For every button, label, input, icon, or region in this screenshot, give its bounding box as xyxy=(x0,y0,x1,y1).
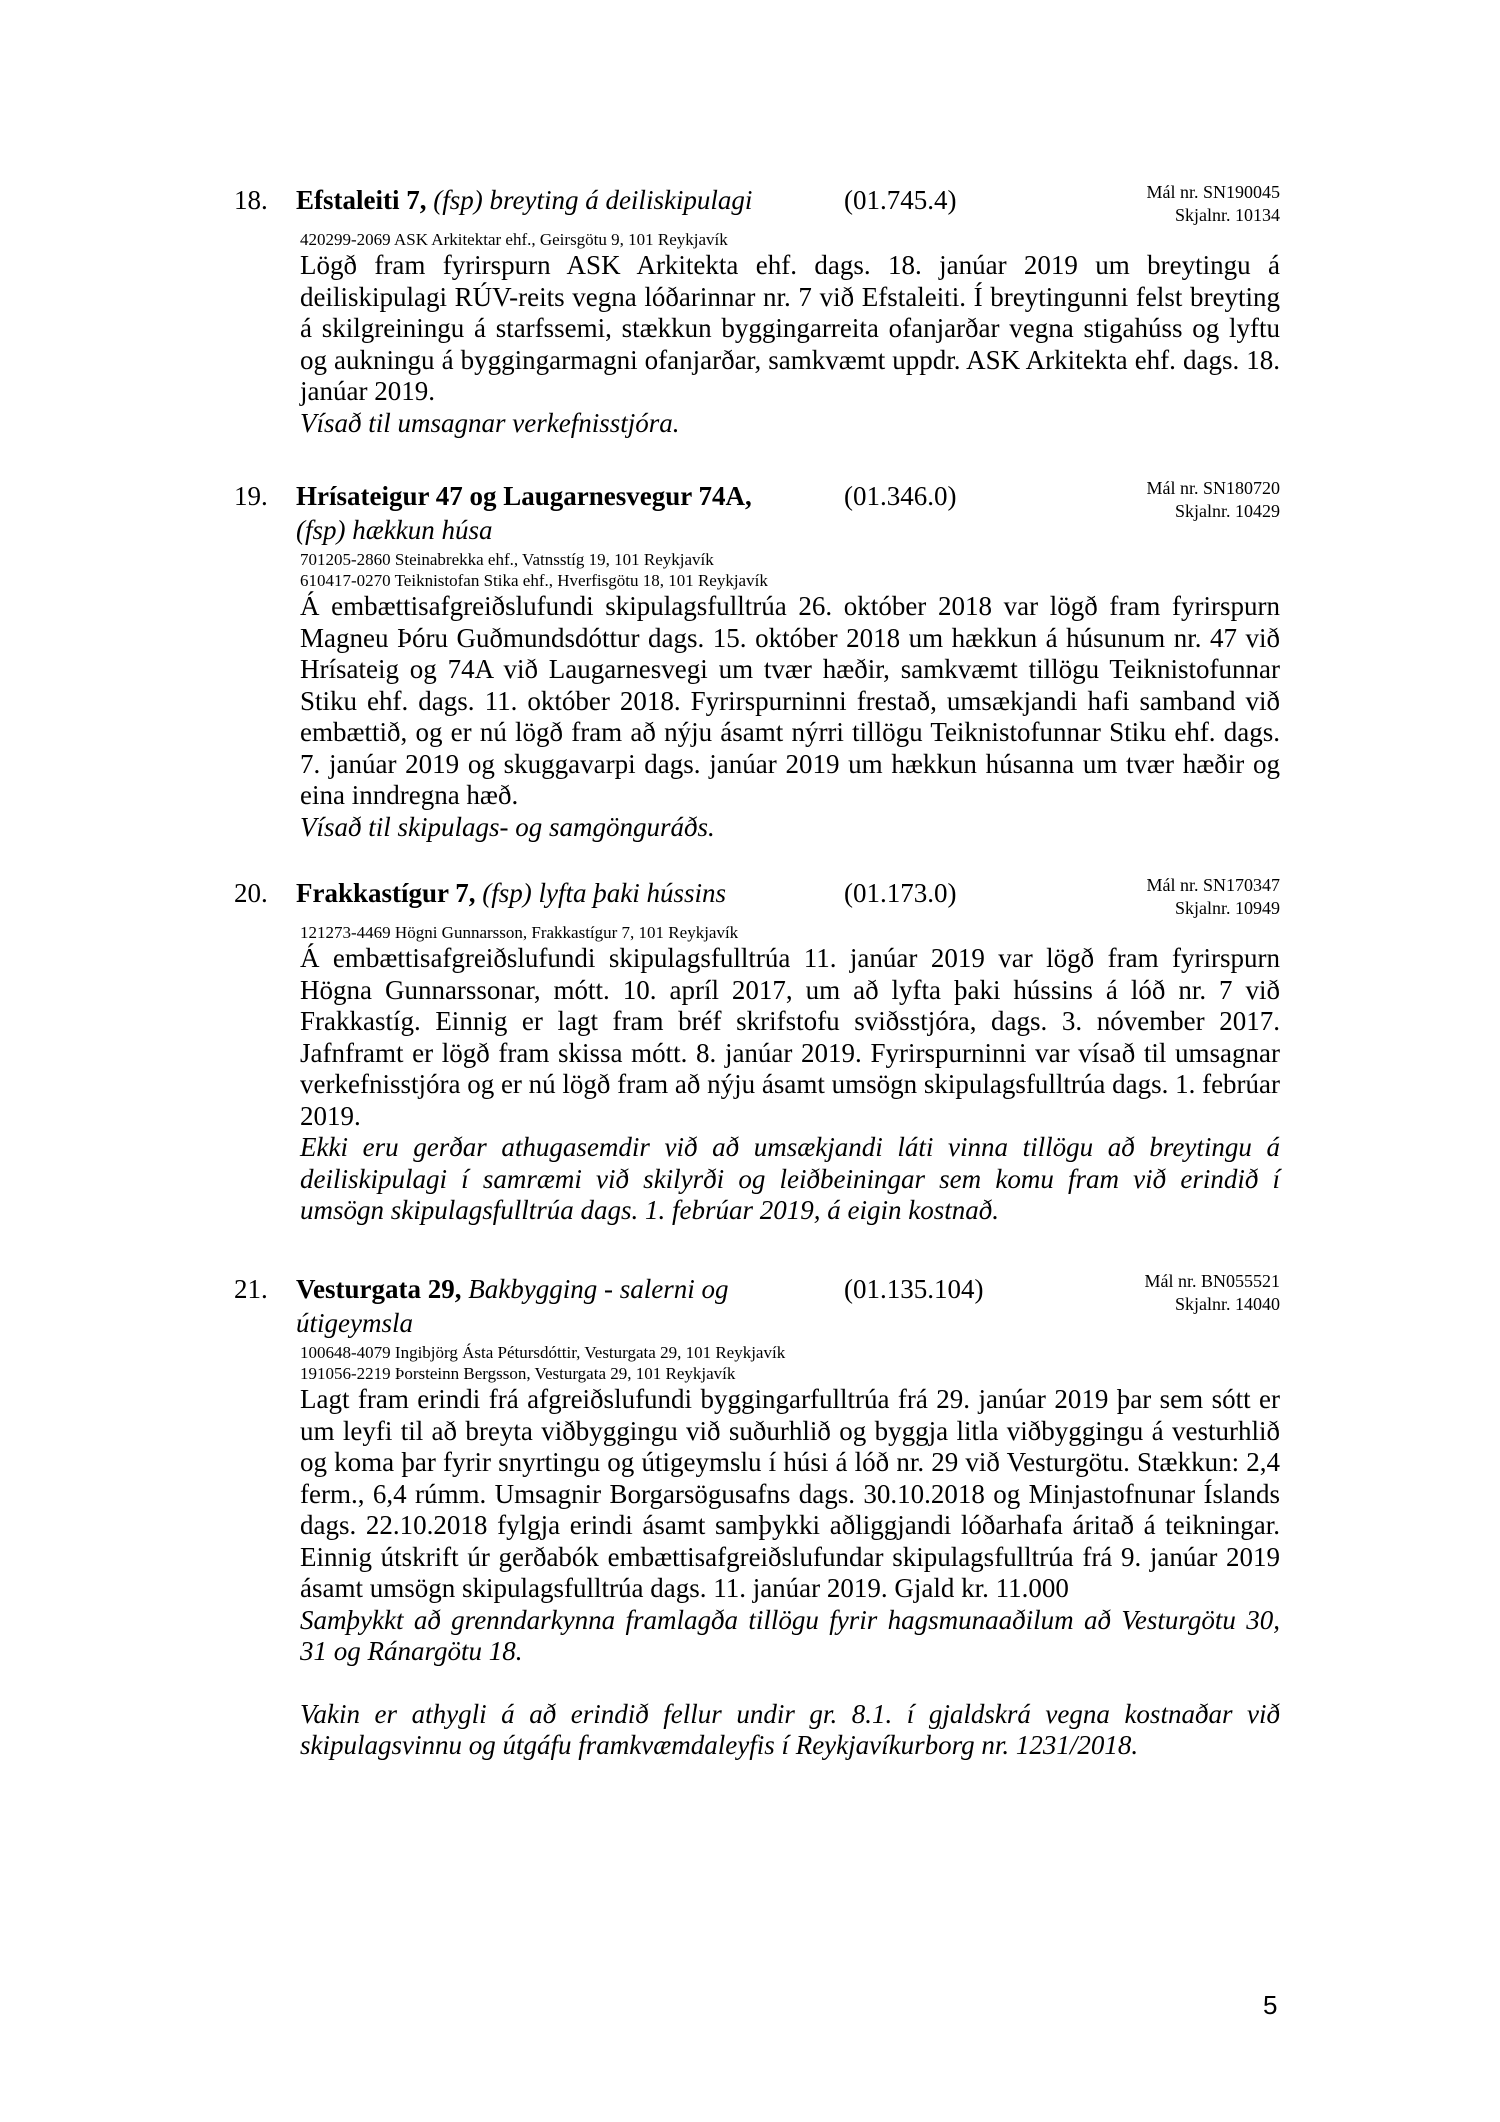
item-decision: Vísað til umsagnar verkefnisstjóra. xyxy=(300,407,680,438)
applicant-list xyxy=(300,549,1500,591)
case-reference xyxy=(1146,181,1280,227)
applicant: 100648-4079 Ingibjörg Ásta Pétursdóttir, Vesturgata 29, 101 Reykjavík xyxy=(300,1343,786,1362)
applicant-list xyxy=(300,229,1500,250)
item-header xyxy=(0,479,1500,545)
item-number: 21. xyxy=(234,1274,268,1304)
item-decision: Samþykkt að grenndarkynna framlagða tillögu fyrir hagsmunaaðilum að Vesturgötu 30, 31 og Ránargötu 18. xyxy=(300,1604,1280,1666)
item-number: 20. xyxy=(234,878,268,908)
item-decision: Ekki eru gerðar athugasemdir við að umsækjandi láti vinna tillögu að breytingu á deiliskipulagi í samræmi við skilyrði og leiðbeiningar sem komu fram við erindið í umsögn skipulagsfulltrúa dags. 1. febrúar 2019, á eigin kostnað. xyxy=(300,1132,1280,1225)
land-code: (01.346.0) xyxy=(844,481,957,511)
item-note: Vakin er athygli á að erindið fellur undir gr. 8.1. í gjaldskrá vegna kostnaðar við skipulagsvinnu og útgáfu framkvæmdaleyfis í Reykjavíkurborg nr. 1231/2018. xyxy=(300,1698,1280,1760)
applicant: 610417-0270 Teiknistofan Stika ehf., Hverfisgötu 18, 101 Reykjavík xyxy=(300,571,768,590)
land-code: (01.135.104) xyxy=(844,1274,984,1304)
case-number: Mál nr. BN055521 xyxy=(1144,1271,1280,1291)
case-reference xyxy=(1144,1270,1280,1316)
item-description: Á embættisafgreiðslufundi skipulagsfulltrúa 11. janúar 2019 var lögð fram fyrirspurn Högna Gunnarssonar, mótt. 10. apríl 2017, um að lyfta þaki hússins á lóð nr. 7 við Frakkastíg. Einnig er lagt fram bréf skrifstofu sviðsstjóra, dags. 3. nóvember 2017. Jafnframt er lögð fram skissa mótt. 8. janúar 2019. Fyrirspurninni var vísað til umsagnar verkefnisstjóra og er nú lögð fram að nýju ásamt umsögn skipulagsfulltrúa dags. 1. febrúar 2019. xyxy=(300,943,1281,1131)
case-reference xyxy=(1146,477,1280,523)
page-number: 5 xyxy=(1263,1990,1278,2020)
item-title xyxy=(296,876,816,910)
item-title-address: Frakkastígur 7, xyxy=(296,878,476,908)
land-code: (01.173.0) xyxy=(844,878,957,908)
item-title xyxy=(296,479,776,547)
item-number: 18. xyxy=(234,185,268,215)
applicant-list xyxy=(300,922,1500,943)
item-description: Lagt fram erindi frá afgreiðslufundi byggingarfulltrúa frá 29. janúar 2019 þar sem sótt er um leyfi til að breyta viðbyggingu við suðurhlið og byggja litla viðbyggingu á vesturhlið og koma þar fyrir snyrtingu og útigeymslu í húsi á lóð nr. 29 við Vesturgötu. Stækkun: 2,4 ferm., 6,4 rúmm. Umsagnir Borgarsögusafns dags. 30.10.2018 og Minjastofnunar Íslands dags. 22.10.2018 fylgja erindi ásamt samþykki aðliggjandi lóðarhafa áritað á teikningar. Einnig útskrift úr gerðabók embættisafgreiðslufundar skipulagsfulltrúa frá 9. janúar 2019 ásamt umsögn skipulagsfulltrúa dags. 11. janúar 2019. Gjald kr. 11.000 xyxy=(300,1384,1280,1603)
agenda-item-19 xyxy=(0,479,1500,843)
case-number: Mál nr. SN170347 xyxy=(1146,875,1280,895)
agenda-item-20 xyxy=(0,876,1500,1227)
applicant: 121273-4469 Högni Gunnarsson, Frakkastígur 7, 101 Reykjavík xyxy=(300,923,739,942)
case-reference xyxy=(1146,874,1280,920)
applicant: 191056-2219 Þorsteinn Bergsson, Vesturgata 29, 101 Reykjavík xyxy=(300,1364,736,1383)
item-description: Á embættisafgreiðslufundi skipulagsfulltrúa 26. október 2018 var lögð fram fyrirspurn Magneu Þóru Guðmundsdóttur dags. 15. október 2018 um hækkun á húsunum nr. 47 við Hrísateig og 74A við Laugarnesvegi um tvær hæðir, samkvæmt tillögu Teiknistofunnar Stiku ehf. dags. 11. október 2018. Fyrirspurninni frestað, umsækjandi hafi samband við embættið, og er nú lögð fram að nýju ásamt nýrri tillögu Teiknistofunnar Stiku ehf. dags. 7. janúar 2019 og skuggavarpi dags. janúar 2019 um hækkun húsanna um tvær hæðir og eina inndregna hæð. xyxy=(300,591,1280,810)
applicant: 701205-2860 Steinabrekka ehf., Vatnsstíg 19, 101 Reykjavík xyxy=(300,550,714,569)
item-header xyxy=(0,1272,1500,1338)
item-decision: Vísað til skipulags- og samgönguráðs. xyxy=(300,811,715,842)
case-number: Mál nr. SN180720 xyxy=(1146,478,1280,498)
item-header xyxy=(0,875,1500,918)
item-title xyxy=(296,1272,776,1340)
record-number: Skjalnr. 14040 xyxy=(1174,1294,1280,1314)
record-number: Skjalnr. 10429 xyxy=(1174,501,1280,521)
item-title-subject: (fsp) breyting á deiliskipulagi xyxy=(433,185,753,215)
applicant: 420299-2069 ASK Arkitektar ehf., Geirsgötu 9, 101 Reykjavík xyxy=(300,230,728,249)
item-title xyxy=(296,183,816,217)
applicant-list xyxy=(300,1342,1500,1384)
item-title-subject: Bakbygging - salerni og útigeymsla xyxy=(296,1274,729,1338)
agenda-item-21 xyxy=(0,1272,1500,1762)
land-code: (01.745.4) xyxy=(844,185,957,215)
item-number: 19. xyxy=(234,481,268,511)
item-title-address: Hrísateigur 47 og Laugarnesvegur 74A, xyxy=(296,481,752,511)
record-number: Skjalnr. 10949 xyxy=(1174,898,1280,918)
item-title-address: Efstaleiti 7, xyxy=(296,185,427,215)
item-header xyxy=(0,182,1500,225)
item-title-subject: (fsp) lyfta þaki hússins xyxy=(482,878,727,908)
record-number: Skjalnr. 10134 xyxy=(1174,205,1280,225)
item-title-subject: (fsp) hækkun húsa xyxy=(296,515,493,545)
agenda-item-18 xyxy=(0,183,1500,439)
item-description: Lögð fram fyrirspurn ASK Arkitekta ehf. dags. 18. janúar 2019 um breytingu á deiliskipulagi RÚV-reits vegna lóðarinnar nr. 7 við Efstaleiti. Í breytingunni felst breyting á skilgreiningu á starfssemi, stækkun byggingarreita ofanjarðar vegna stigahúss og lyftu og aukningu á byggingarmagni ofanjarðar, samkvæmt uppdr. ASK Arkitekta ehf. dags. 18. janúar 2019. xyxy=(300,250,1280,406)
case-number: Mál nr. SN190045 xyxy=(1146,182,1280,202)
item-title-address: Vesturgata 29, xyxy=(296,1274,462,1304)
